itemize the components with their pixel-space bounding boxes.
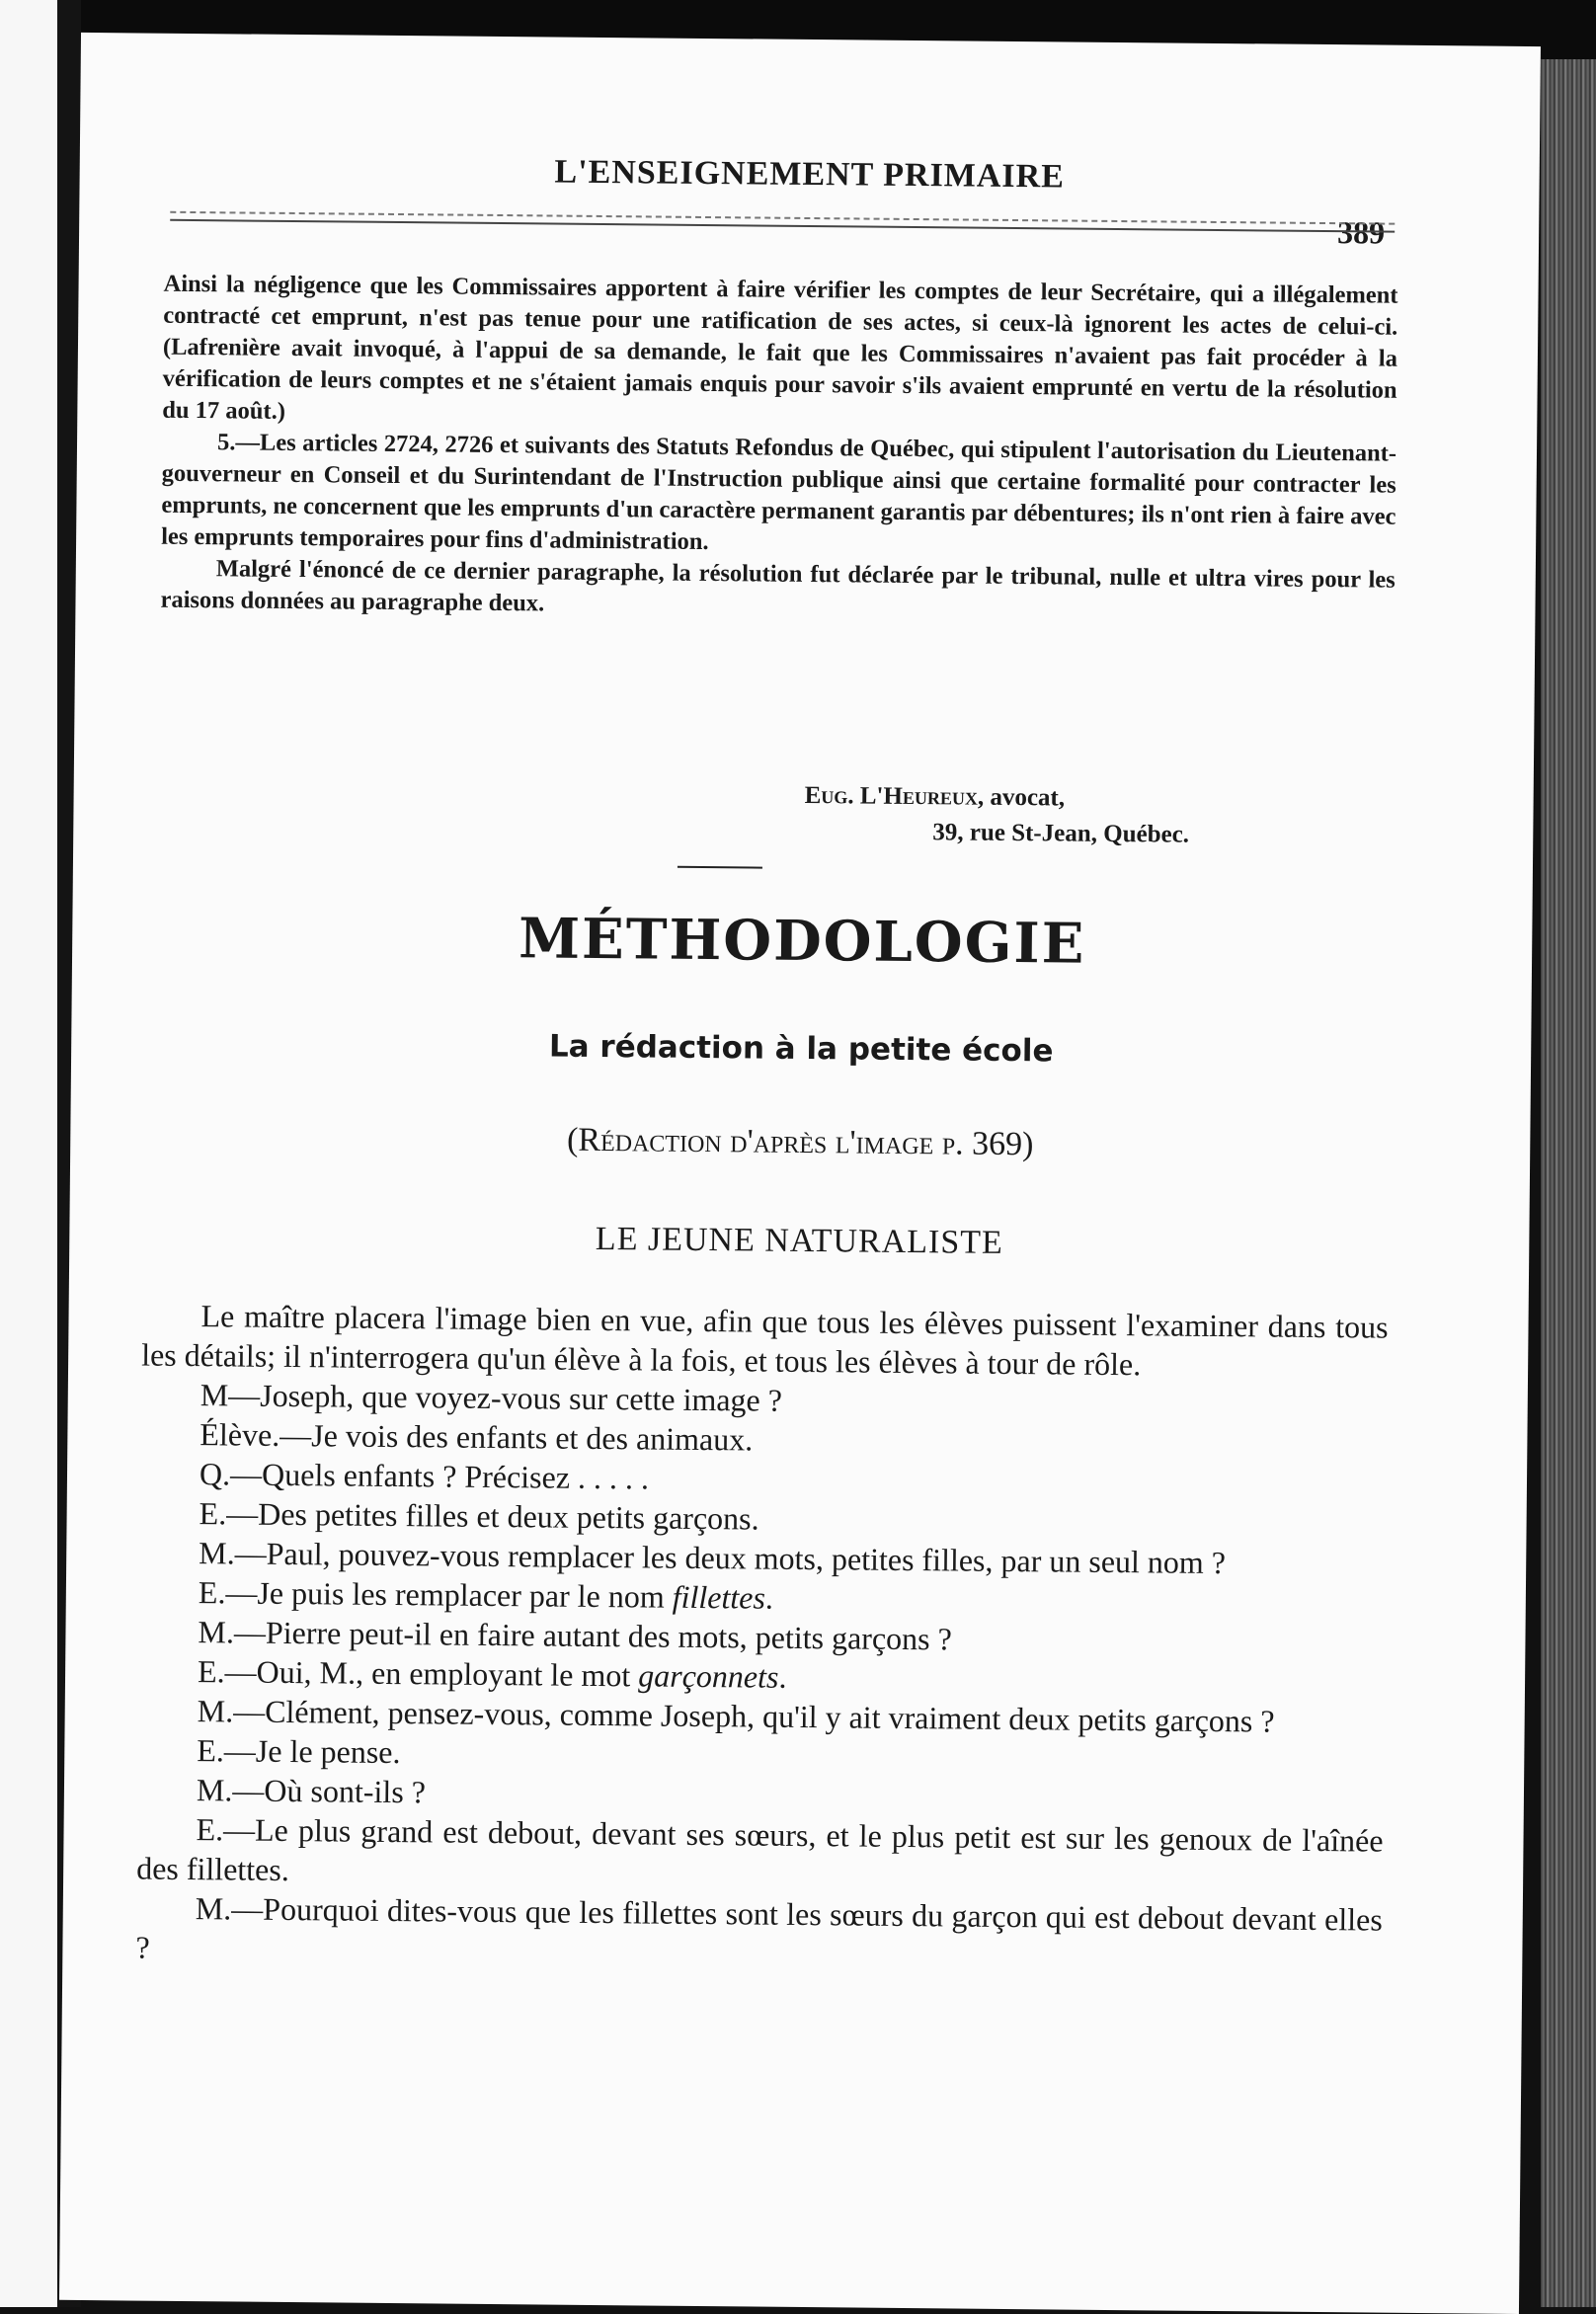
legal-paragraph-1: Ainsi la négligence que les Commissaires apportent à faire vérifier les comptes de leur Secrétaire, qui a illégalement contracté cet emprunt, n'est pas tenue pour une ratification de ses actes, si ceux-là ignorent les actes de celui-ci. (Lafrenière avait invoqué, à l'appui de sa demande, le fait que les Commissaires n'avaient pas fait procéder à la vérification de leurs comptes et ne s'étaient jamais enquis pour savoir s'ils avaient emprunté en vertu de la résolution du 17 août.): [162, 270, 1398, 425]
lesson-line-text: E.—Je puis les remplacer par le nom: [198, 1574, 673, 1615]
author-name: Eug. L'Heureux: [804, 781, 979, 811]
lesson-line-text: Le maître placera l'image bien en vue, afin que tous les élèves puissent l'examiner dans tous les détails; il n'interrogera qu'un élève à la fois, et tous les élèves à tour de rôle.: [141, 1298, 1389, 1383]
lesson-line-text: M.—Pourquoi dites-vous que les fillettes sont les sœurs du garçon qui est debout devant elles ?: [135, 1890, 1383, 1965]
author-signature: [804, 778, 1318, 854]
lesson-line-text: M.—Où sont-ils ?: [196, 1772, 427, 1810]
legal-paragraph-3: Malgré l'énoncé de ce dernier paragraphe, la résolution fut déclarée par le tribunal, nulle et ultra vires pour les raisons données au paragraphe deux.: [160, 555, 1396, 617]
section-title: MÉTHODOLOGIE: [518, 906, 1086, 977]
lesson-line-text: E.—Je le pense.: [197, 1732, 401, 1771]
section-reference: (Rédaction d'après l'image p. 369): [566, 1121, 1034, 1163]
lesson-line-end: .: [764, 1579, 774, 1616]
scan-left-page-edge: [0, 0, 57, 2307]
lesson-line-text: M.—Paul, pouvez-vous remplacer les deux mots, petites filles, par un seul nom ?: [199, 1535, 1227, 1581]
author-role: , avocat,: [977, 783, 1066, 812]
legal-commentary: [160, 269, 1397, 628]
lesson-line-text: E.—Le plus grand est debout, devant ses sœurs, et le plus petit est sur les genoux de l'aînée des fillettes.: [136, 1811, 1384, 1888]
lesson-line-text: M—Joseph, que voyez-vous sur cette image ?: [200, 1377, 783, 1418]
lesson-line-text: M.—Pierre peut-il en faire autant des mots, petits garçons ?: [198, 1614, 952, 1657]
lesson-line-text: Q.—Quels enfants ? Précisez . . . . .: [199, 1456, 650, 1496]
lesson-line: [136, 1809, 1384, 1900]
scan-page-stack-edge: [1541, 59, 1596, 2307]
section-separator: [678, 866, 762, 869]
page-number: 389: [1336, 214, 1386, 251]
lesson-line-text: M.—Clément, pensez-vous, comme Joseph, qu'il y ait vraiment deux petits garçons ?: [197, 1693, 1275, 1739]
header-rule-dashed: [170, 211, 1395, 225]
running-head: L'ENSEIGNEMENT PRIMAIRE: [554, 153, 1066, 196]
lesson-line-end: .: [778, 1658, 787, 1695]
lesson-dialogue: [135, 1296, 1388, 1979]
lesson-title: LE JEUNE NATURALISTE: [595, 1220, 1003, 1261]
lesson-line: [135, 1888, 1383, 1979]
section-subtitle: La rédaction à la petite école: [548, 1028, 1054, 1070]
lesson-line-text: E.—Oui, M., en employant le mot: [197, 1653, 639, 1694]
lesson-line-text: Élève.—Je vois des enfants et des animaux.: [200, 1416, 754, 1458]
lesson-line-text: E.—Des petites filles et deux petits garçons.: [199, 1495, 759, 1537]
book-page: [59, 33, 1541, 2314]
lesson-line-emphasis: garçonnets: [638, 1657, 779, 1695]
lesson-line-emphasis: fillettes: [672, 1578, 766, 1616]
lesson-line: [141, 1296, 1389, 1387]
author-address: 39, rue St-Jean, Québec.: [932, 819, 1190, 848]
legal-paragraph-2: 5.—Les articles 2724, 2726 et suivants des Statuts Refondus de Québec, qui stipulent l'autorisation du Lieutenant-gouverneur en Conseil et du Surintendant de l'Instruction publique ainsi que certaine formalité pour contracter les emprunts, ne concernent que les emprunts d'un caractère permanent garantis par débentures; ils n'ont rien à faire avec les emprunts temporaires pour fins d'administration.: [161, 429, 1397, 556]
